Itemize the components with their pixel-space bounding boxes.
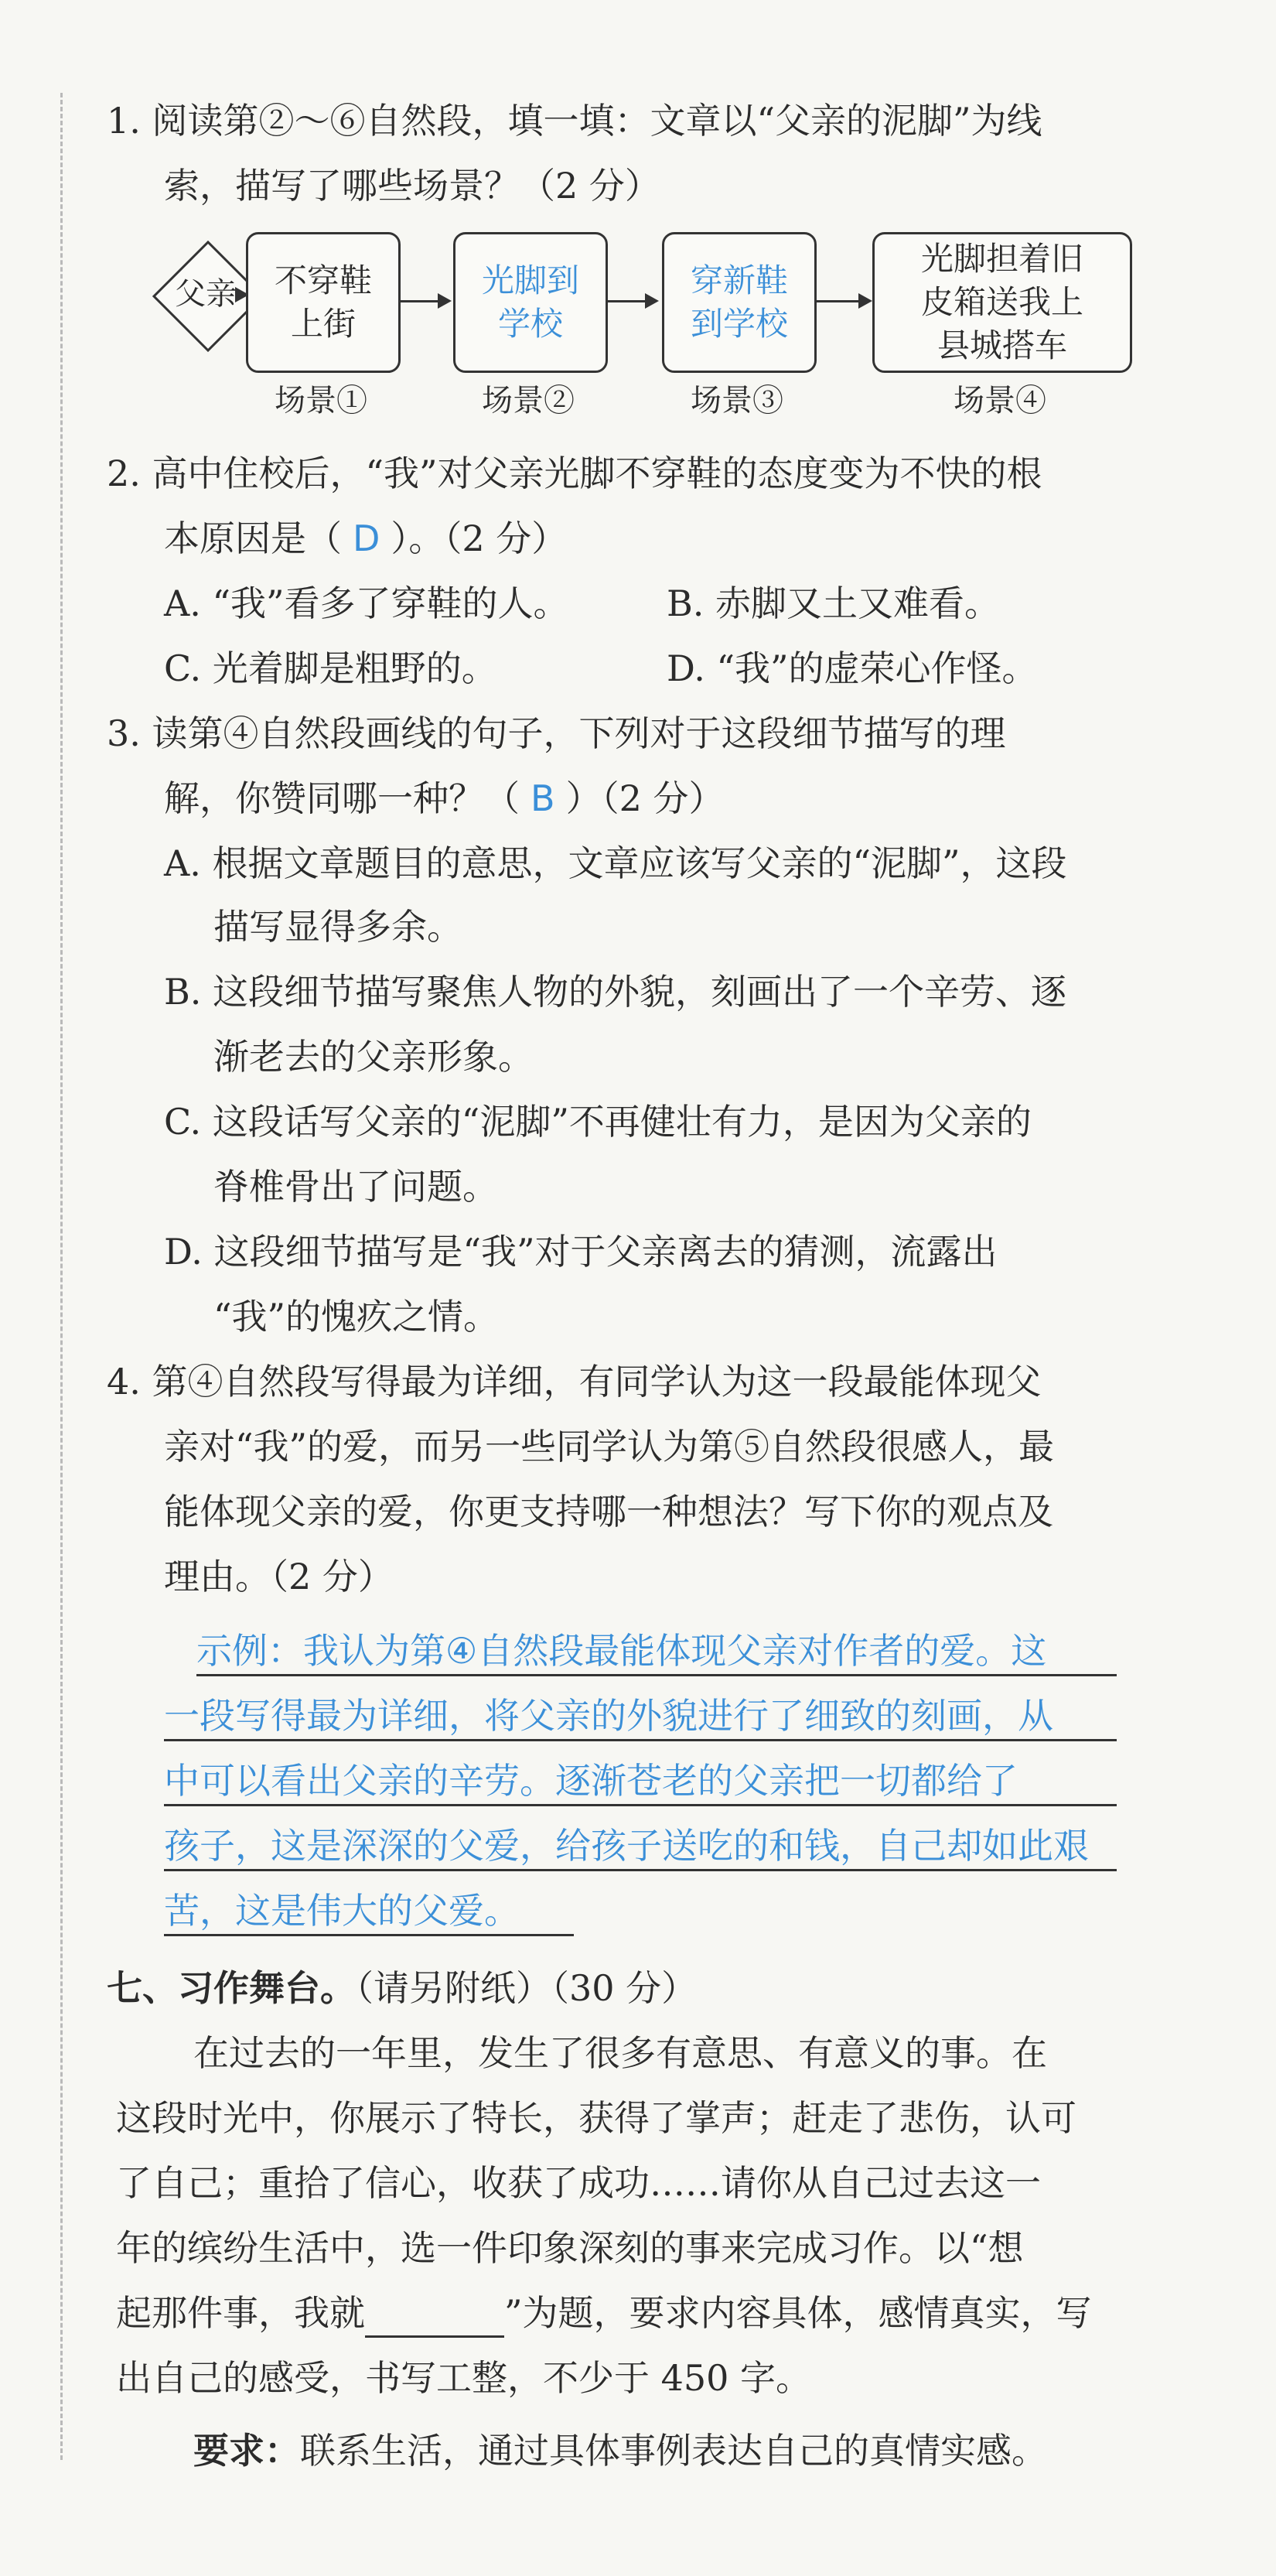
q2-option-c: C. 光着脚是粗野的。 <box>164 647 497 689</box>
arrow-3-4 <box>815 300 869 302</box>
diagram-start-label: 父亲 <box>175 276 237 312</box>
scene-label-1: 场景① <box>275 383 367 419</box>
q2-option-b: B. 赤脚又土又难看。 <box>667 583 1001 624</box>
scene-label-2: 场景② <box>482 383 575 419</box>
q1-line1: 1. 阅读第②～⑥自然段，填一填：文章以“父亲的泥脚”为线 <box>107 100 1042 142</box>
q2-answer: D <box>353 518 380 559</box>
q2-line1: 2. 高中住校后，“我”对父亲光脚不穿鞋的态度变为不快的根 <box>107 453 1042 494</box>
q4-line4: 理由。（2 分） <box>164 1556 394 1597</box>
scene-box-4: 光脚担着旧 皮箱送我上 县城搭车 <box>872 232 1132 373</box>
q4-line3: 能体现父亲的爱，你更支持哪一种想法？写下你的观点及 <box>164 1491 1053 1532</box>
section7-p6: 出自己的感受，书写工整，不少于 450 字。 <box>116 2357 812 2399</box>
q3-option-d-line1: D. 这段细节描写是“我”对于父亲离去的猜测，流露出 <box>164 1231 998 1273</box>
q3-line2: 解，你赞同哪一种？（ B ）（2 分） <box>164 777 725 819</box>
section7-p1: 在过去的一年里，发生了很多有意思、有意义的事。在 <box>193 2032 1047 2074</box>
q4-answer-line1: 示例：我认为第④自然段最能体现父亲对作者的爱。这 <box>196 1628 1117 1676</box>
q3-option-a-line1: A. 根据文章题目的意思，文章应该写父亲的“泥脚”，这段 <box>164 842 1067 884</box>
q1-line2: 索，描写了哪些场景？（2 分） <box>164 165 660 207</box>
arrow-2-3 <box>606 300 656 302</box>
section7-heading <box>107 1963 697 2013</box>
arrow-1-2 <box>399 300 449 302</box>
q3-option-d-line2: “我”的愧疚之情。 <box>213 1296 500 1338</box>
q4-answer-line3: 中可以看出父亲的辛劳。逐渐苍老的父亲把一切都给了 <box>164 1758 1117 1806</box>
title-blank <box>365 2301 504 2338</box>
scene-label-3: 场景③ <box>691 383 783 419</box>
scene-box-1: 不穿鞋 上街 <box>246 232 401 373</box>
q3-option-c-line1: C. 这段话写父亲的“泥脚”不再健壮有力，是因为父亲的 <box>164 1101 1032 1143</box>
q2-option-a: A. “我”看多了穿鞋的人。 <box>164 583 569 624</box>
q4-answer-line5: 苦，这是伟大的父爱。 <box>164 1888 574 1936</box>
section7-p2: 这段时光中，你展示了特长，获得了掌声；赶走了悲伤，认可 <box>116 2097 1076 2139</box>
requirement-text: 联系生活，通过具体事例表达自己的真情实感。 <box>300 2430 1047 2472</box>
q3-option-a-line2: 描写显得多余。 <box>213 906 462 948</box>
q2-line2: 本原因是（ D ）。（2 分） <box>164 518 568 559</box>
q3-answer: B <box>531 777 555 819</box>
scene-label-4: 场景④ <box>954 383 1046 419</box>
q4-line2: 亲对“我”的爱，而另一些同学认为第⑤自然段很感人，最 <box>164 1426 1055 1467</box>
q4-line1: 4. 第④自然段写得最为详细，有同学认为这一段最能体现父 <box>107 1361 1042 1402</box>
section7-title: 七、习作舞台。 <box>107 1967 356 2009</box>
section7-note: （请另附纸）（30 分） <box>356 1967 698 2009</box>
q3-line1: 3. 读第④自然段画线的句子，下列对于这段细节描写的理 <box>107 712 1006 754</box>
q2-option-d: D. “我”的虚荣心作怪。 <box>667 647 1038 689</box>
q3-option-b-line2: 渐老去的父亲形象。 <box>213 1036 534 1078</box>
scene-box-2: 光脚到 学校 <box>453 232 608 373</box>
section7-p5: 起那件事，我就 ”为题，要求内容具体，感情真实，写 <box>116 2288 1092 2338</box>
q3-option-c-line2: 脊椎骨出了问题。 <box>213 1166 498 1208</box>
margin-dashed-rule <box>60 93 63 2460</box>
section7-requirement <box>193 2426 1047 2475</box>
section7-p4: 年的缤纷生活中，选一件印象深刻的事来完成习作。以“想 <box>116 2227 1024 2269</box>
requirement-label: 要求： <box>193 2430 300 2472</box>
q3-option-b-line1: B. 这段细节描写聚焦人物的外貌，刻画出了一个辛劳、逐 <box>164 971 1067 1013</box>
q4-answer-line4: 孩子，这是深深的父爱，给孩子送吃的和钱，自己却如此艰 <box>164 1823 1117 1871</box>
scene-box-3: 穿新鞋 到学校 <box>662 232 817 373</box>
q4-answer-line2: 一段写得最为详细，将父亲的外貌进行了细致的刻画，从 <box>164 1693 1117 1741</box>
section7-p3: 了自己；重拾了信心，收获了成功……请你从自己过去这一 <box>116 2162 1041 2204</box>
